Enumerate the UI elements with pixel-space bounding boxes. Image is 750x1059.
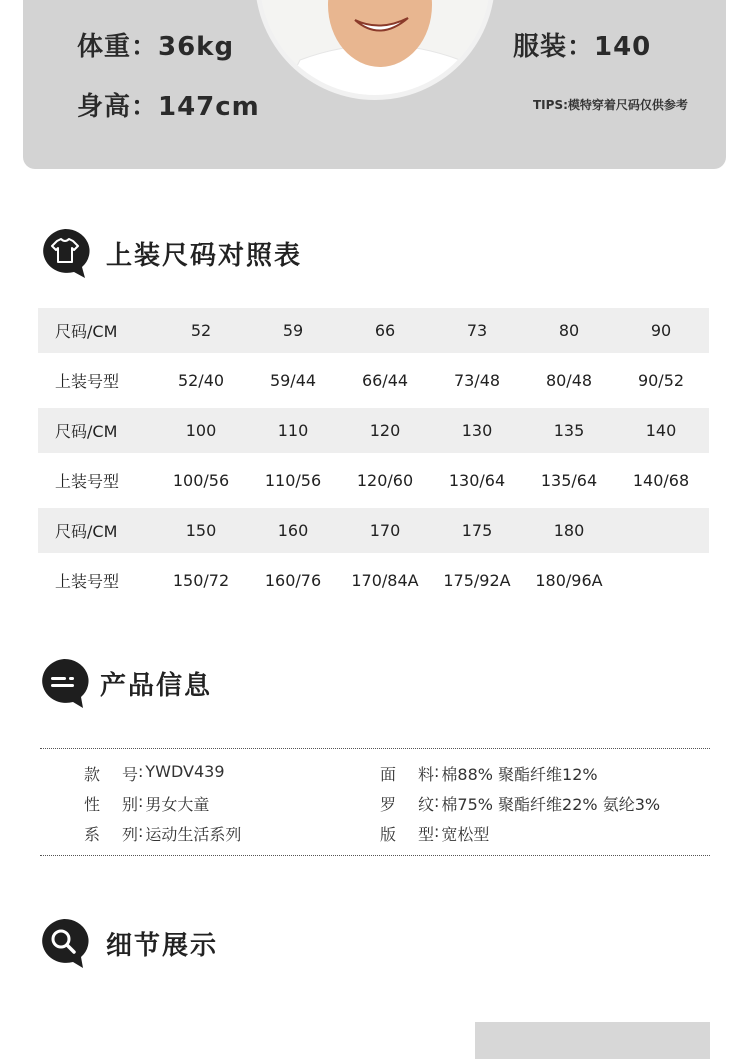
table-cell: 135 [553,421,585,440]
table-cell: 52 [190,321,212,340]
tshirt-icon [38,226,92,280]
table-row [38,458,709,503]
info-key: 版型 [380,825,434,844]
table-cell: 80/48 [545,371,593,390]
table-cell: 80 [558,321,580,340]
table-cell: 73/48 [453,371,501,390]
info-value: 棉75% 聚酯纤维22% 氨纶3% [441,795,661,814]
table-cell: 59 [282,321,304,340]
details-header [38,916,218,970]
table-cell: 110/56 [264,471,322,490]
info-value: 棉88% 聚酯纤维12% [441,765,598,784]
info-style-no: 款号 : YWDV439 [84,762,225,784]
table-cell: 66 [374,321,396,340]
table-cell: 100/56 [172,471,230,490]
info-key: 系列 [84,825,138,844]
size-chart-title: 上装尺码对照表 [106,240,303,271]
search-icon [38,916,92,970]
table-cell: 180/96A [535,571,603,590]
info-key: 面料 [380,765,434,784]
table-row [38,308,709,353]
product-info-box [40,748,710,856]
table-cell: 140/68 [632,471,690,490]
table-cell: 66/44 [361,371,409,390]
size-chart-table [38,308,709,608]
table-row [38,508,709,553]
info-gender: 性别 : 男女大童 [84,792,210,814]
info-fit: 版型 : 宽松型 [380,822,490,844]
table-row [38,358,709,403]
table-cell: 135/64 [540,471,598,490]
table-cell: 59/44 [269,371,317,390]
info-value: 宽松型 [441,825,490,844]
detail-image [475,1022,710,1059]
info-key: 罗纹 [380,795,434,814]
row-label: 尺码/CM [55,522,118,541]
table-row [38,408,709,453]
model-size: 服装：140 [513,32,652,62]
table-cell: 180 [553,521,585,540]
model-weight: 体重：36kg [77,32,235,62]
row-label: 上装号型 [55,572,120,591]
table-cell: 160/76 [264,571,322,590]
table-cell: 175 [461,521,493,540]
model-height: 身高：147cm [77,92,260,122]
info-key: 性别 [84,795,138,814]
table-cell: 130 [461,421,493,440]
product-info-header [38,656,212,710]
info-value: YWDV439 [145,762,225,781]
info-rib: 罗纹 : 棉75% 聚酯纤维22% 氨纶3% [380,792,661,814]
table-cell: 160 [277,521,309,540]
info-series: 系列 : 运动生活系列 [84,822,242,844]
table-cell: 110 [277,421,309,440]
table-cell: 150 [185,521,217,540]
row-label: 尺码/CM [55,322,118,341]
table-cell: 73 [466,321,488,340]
size-tips: TIPS:模特穿着尺码仅供参考 [533,98,688,112]
table-cell: 90 [650,321,672,340]
row-label: 上装号型 [55,372,120,391]
table-cell: 170 [369,521,401,540]
info-key: 款号 [84,765,138,784]
table-cell: 120/60 [356,471,414,490]
table-row [38,558,709,603]
table-cell: 120 [369,421,401,440]
info-fabric: 面料 : 棉88% 聚酯纤维12% [380,762,598,784]
table-cell: 140 [645,421,677,440]
table-cell: 130/64 [448,471,506,490]
chat-bubble-icon [38,656,92,710]
details-title: 细节展示 [106,930,219,961]
table-cell: 170/84A [351,571,419,590]
info-value: 男女大童 [145,795,210,814]
row-label: 尺码/CM [55,422,118,441]
table-cell: 175/92A [443,571,511,590]
table-cell: 100 [185,421,217,440]
row-label: 上装号型 [55,472,120,491]
size-chart-header [38,226,302,280]
product-info-title: 产品信息 [100,670,213,701]
table-cell: 90/52 [637,371,685,390]
info-value: 运动生活系列 [145,825,242,844]
table-cell: 150/72 [172,571,230,590]
table-cell: 52/40 [177,371,225,390]
